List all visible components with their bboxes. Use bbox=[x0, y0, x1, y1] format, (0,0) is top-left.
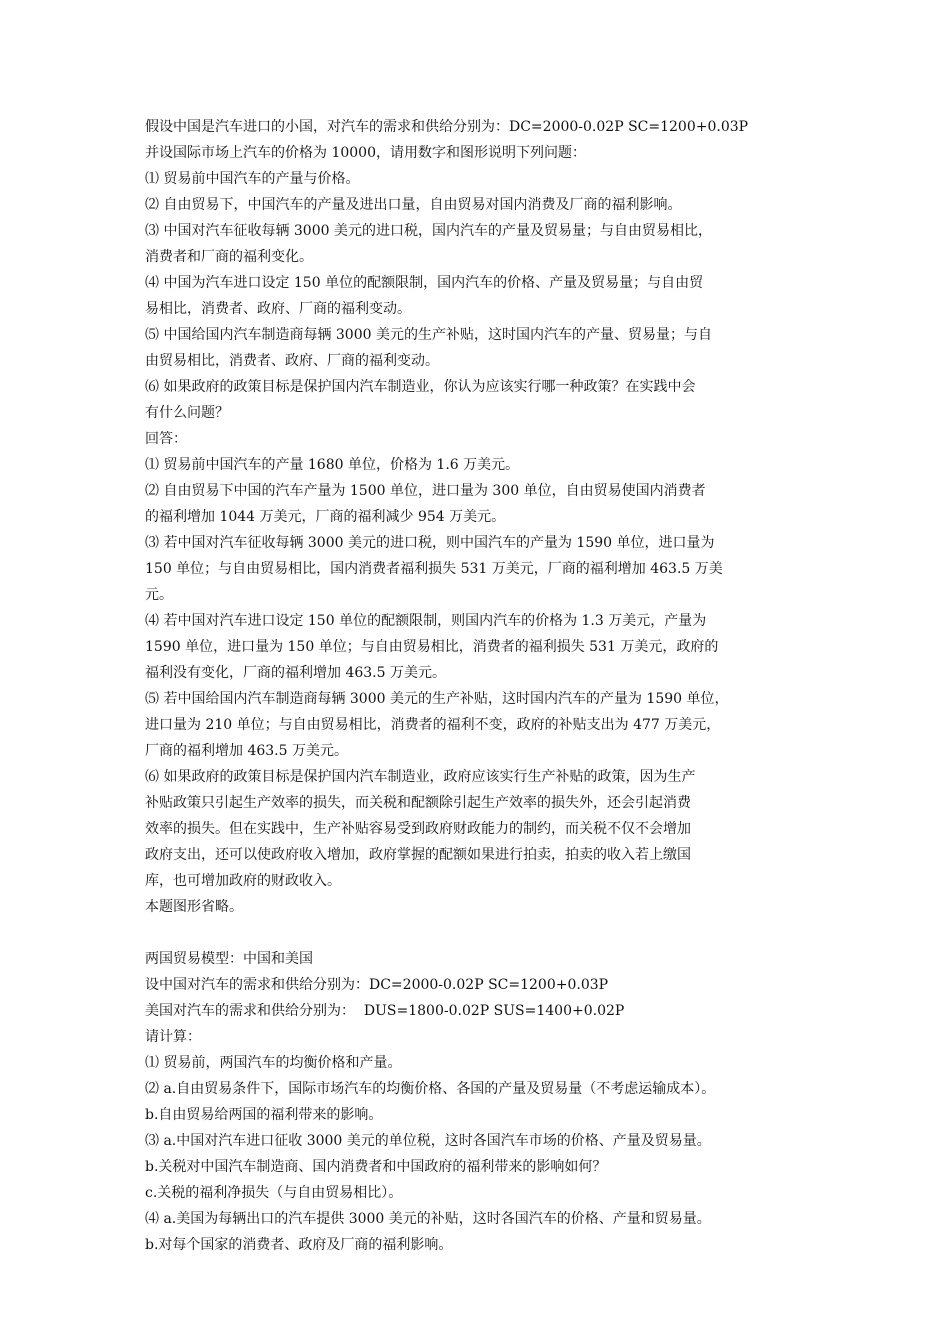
question-1-line: 易相比，消费者、政府、厂商的福利变动。 bbox=[145, 301, 411, 317]
answer-line: 效率的损失。但在实践中，生产补贴容易受到政府财政能力的制约，而关税不仅不会增加 bbox=[145, 821, 691, 837]
answer-line: 库，也可增加政府的财政收入。 bbox=[145, 873, 341, 889]
answer-line: 补贴政策只引起生产效率的损失，而关税和配额除引起生产效率的损失外，还会引起消费 bbox=[145, 795, 691, 811]
question-1-line: ⑵ 自由贸易下，中国汽车的产量及进出口量，自由贸易对国内消费及厂商的福利影响。 bbox=[145, 197, 682, 213]
question-1-line: 假设中国是汽车进口的小国，对汽车的需求和供给分别为：DC=2000-0.02P SC=1200+0.03P bbox=[145, 119, 749, 135]
answer-line: ⑶ 若中国对汽车征收每辆 3000 美元的进口税，则中国汽车的产量为 1590 单位，进口量为 bbox=[145, 535, 715, 551]
question-2-line: b.对每个国家的消费者、政府及厂商的福利影响。 bbox=[145, 1237, 453, 1253]
question-2-line: ⑴ 贸易前，两国汽车的均衡价格和产量。 bbox=[145, 1055, 402, 1071]
question-1-line: 有什么问题？ bbox=[145, 405, 229, 421]
answer-heading: 回答： bbox=[145, 431, 187, 447]
answer-line: 福利没有变化，厂商的福利增加 463.5 万美元。 bbox=[145, 665, 446, 681]
document-page bbox=[145, 114, 815, 1258]
answer-line: 150 单位；与自由贸易相比，国内消费者福利损失 531 万美元，厂商的福利增加 463.5 万美 bbox=[145, 561, 723, 577]
question-2-line: ⑶ a.中国对汽车进口征收 3000 美元的单位税，这时各国汽车市场的价格、产量及贸易量。 bbox=[145, 1133, 711, 1149]
answer-line: 政府支出，还可以使政府收入增加，政府掌握的配额如果进行拍卖，拍卖的收入若上缴国 bbox=[145, 847, 691, 863]
answer-line: 厂商的福利增加 463.5 万美元。 bbox=[145, 743, 348, 759]
question-2-line: 两国贸易模型：中国和美国 bbox=[145, 951, 313, 967]
question-1-block bbox=[145, 114, 815, 426]
answer-line: 进口量为 210 单位；与自由贸易相比，消费者的福利不变，政府的补贴支出为 477 万美元， bbox=[145, 717, 721, 733]
question-1-line: ⑸ 中国给国内汽车制造商每辆 3000 美元的生产补贴，这时国内汽车的产量、贸易量；与自 bbox=[145, 327, 712, 343]
answer-line: ⑷ 若中国对汽车进口设定 150 单位的配额限制，则国内汽车的价格为 1.3 万美元，产量为 bbox=[145, 613, 707, 629]
answer-line: ⑴ 贸易前中国汽车的产量 1680 单位，价格为 1.6 万美元。 bbox=[145, 457, 520, 473]
answer-line: 的福利增加 1044 万美元，厂商的福利减少 954 万美元。 bbox=[145, 509, 506, 525]
question-1-line: ⑴ 贸易前中国汽车的产量与价格。 bbox=[145, 171, 360, 187]
answer-line: ⑸ 若中国给国内汽车制造商每辆 3000 美元的生产补贴，这时国内汽车的产量为 1590 单位， bbox=[145, 691, 729, 707]
question-2-block bbox=[145, 946, 815, 1258]
paragraph-gap bbox=[145, 920, 815, 946]
question-2-line: 美国对汽车的需求和供给分别为： DUS=1800-0.02P SUS=1400+0.02P bbox=[145, 1003, 625, 1019]
question-2-line: 请计算： bbox=[145, 1029, 201, 1045]
question-2-line: c.关税的福利净损失（与自由贸易相比）。 bbox=[145, 1185, 403, 1201]
answer-line: ⑵ 自由贸易下中国的汽车产量为 1500 单位，进口量为 300 单位，自由贸易使国内消费者 bbox=[145, 483, 706, 499]
answer-line: ⑹ 如果政府的政策目标是保护国内汽车制造业，政府应该实行生产补贴的政策，因为生产 bbox=[145, 769, 696, 785]
answer-line: 1590 单位，进口量为 150 单位；与自由贸易相比，消费者的福利损失 531 万美元，政府的 bbox=[145, 639, 719, 655]
question-1-line: ⑹ 如果政府的政策目标是保护国内汽车制造业，你认为应该实行哪一种政策？在实践中会 bbox=[145, 379, 696, 395]
question-2-line: 设中国对汽车的需求和供给分别为：DC=2000-0.02P SC=1200+0.03P bbox=[145, 977, 609, 993]
question-2-line: ⑵ a.自由贸易条件下，国际市场汽车的均衡价格、各国的产量及贸易量（不考虑运输成本）。 bbox=[145, 1081, 716, 1097]
question-2-line: b.关税对中国汽车制造商、国内消费者和中国政府的福利带来的影响如何？ bbox=[145, 1159, 607, 1175]
question-2-line: ⑷ a.美国为每辆出口的汽车提供 3000 美元的补贴，这时各国汽车的价格、产量和贸易量。 bbox=[145, 1211, 711, 1227]
question-1-line: ⑷ 中国为汽车进口设定 150 单位的配额限制，国内汽车的价格、产量及贸易量；与自由贸 bbox=[145, 275, 704, 291]
question-1-line: ⑶ 中国对汽车征收每辆 3000 美元的进口税，国内汽车的产量及贸易量；与自由贸易相比， bbox=[145, 223, 712, 239]
question-1-line: 并设国际市场上汽车的价格为 10000，请用数字和图形说明下列问题： bbox=[145, 145, 586, 161]
answer-line: 本题图形省略。 bbox=[145, 899, 243, 915]
question-1-line: 由贸易相比，消费者、政府、厂商的福利变动。 bbox=[145, 353, 439, 369]
answer-block bbox=[145, 426, 815, 920]
question-2-line: b.自由贸易给两国的福利带来的影响。 bbox=[145, 1107, 383, 1123]
question-1-line: 消费者和厂商的福利变化。 bbox=[145, 249, 313, 265]
answer-line: 元。 bbox=[145, 587, 173, 603]
